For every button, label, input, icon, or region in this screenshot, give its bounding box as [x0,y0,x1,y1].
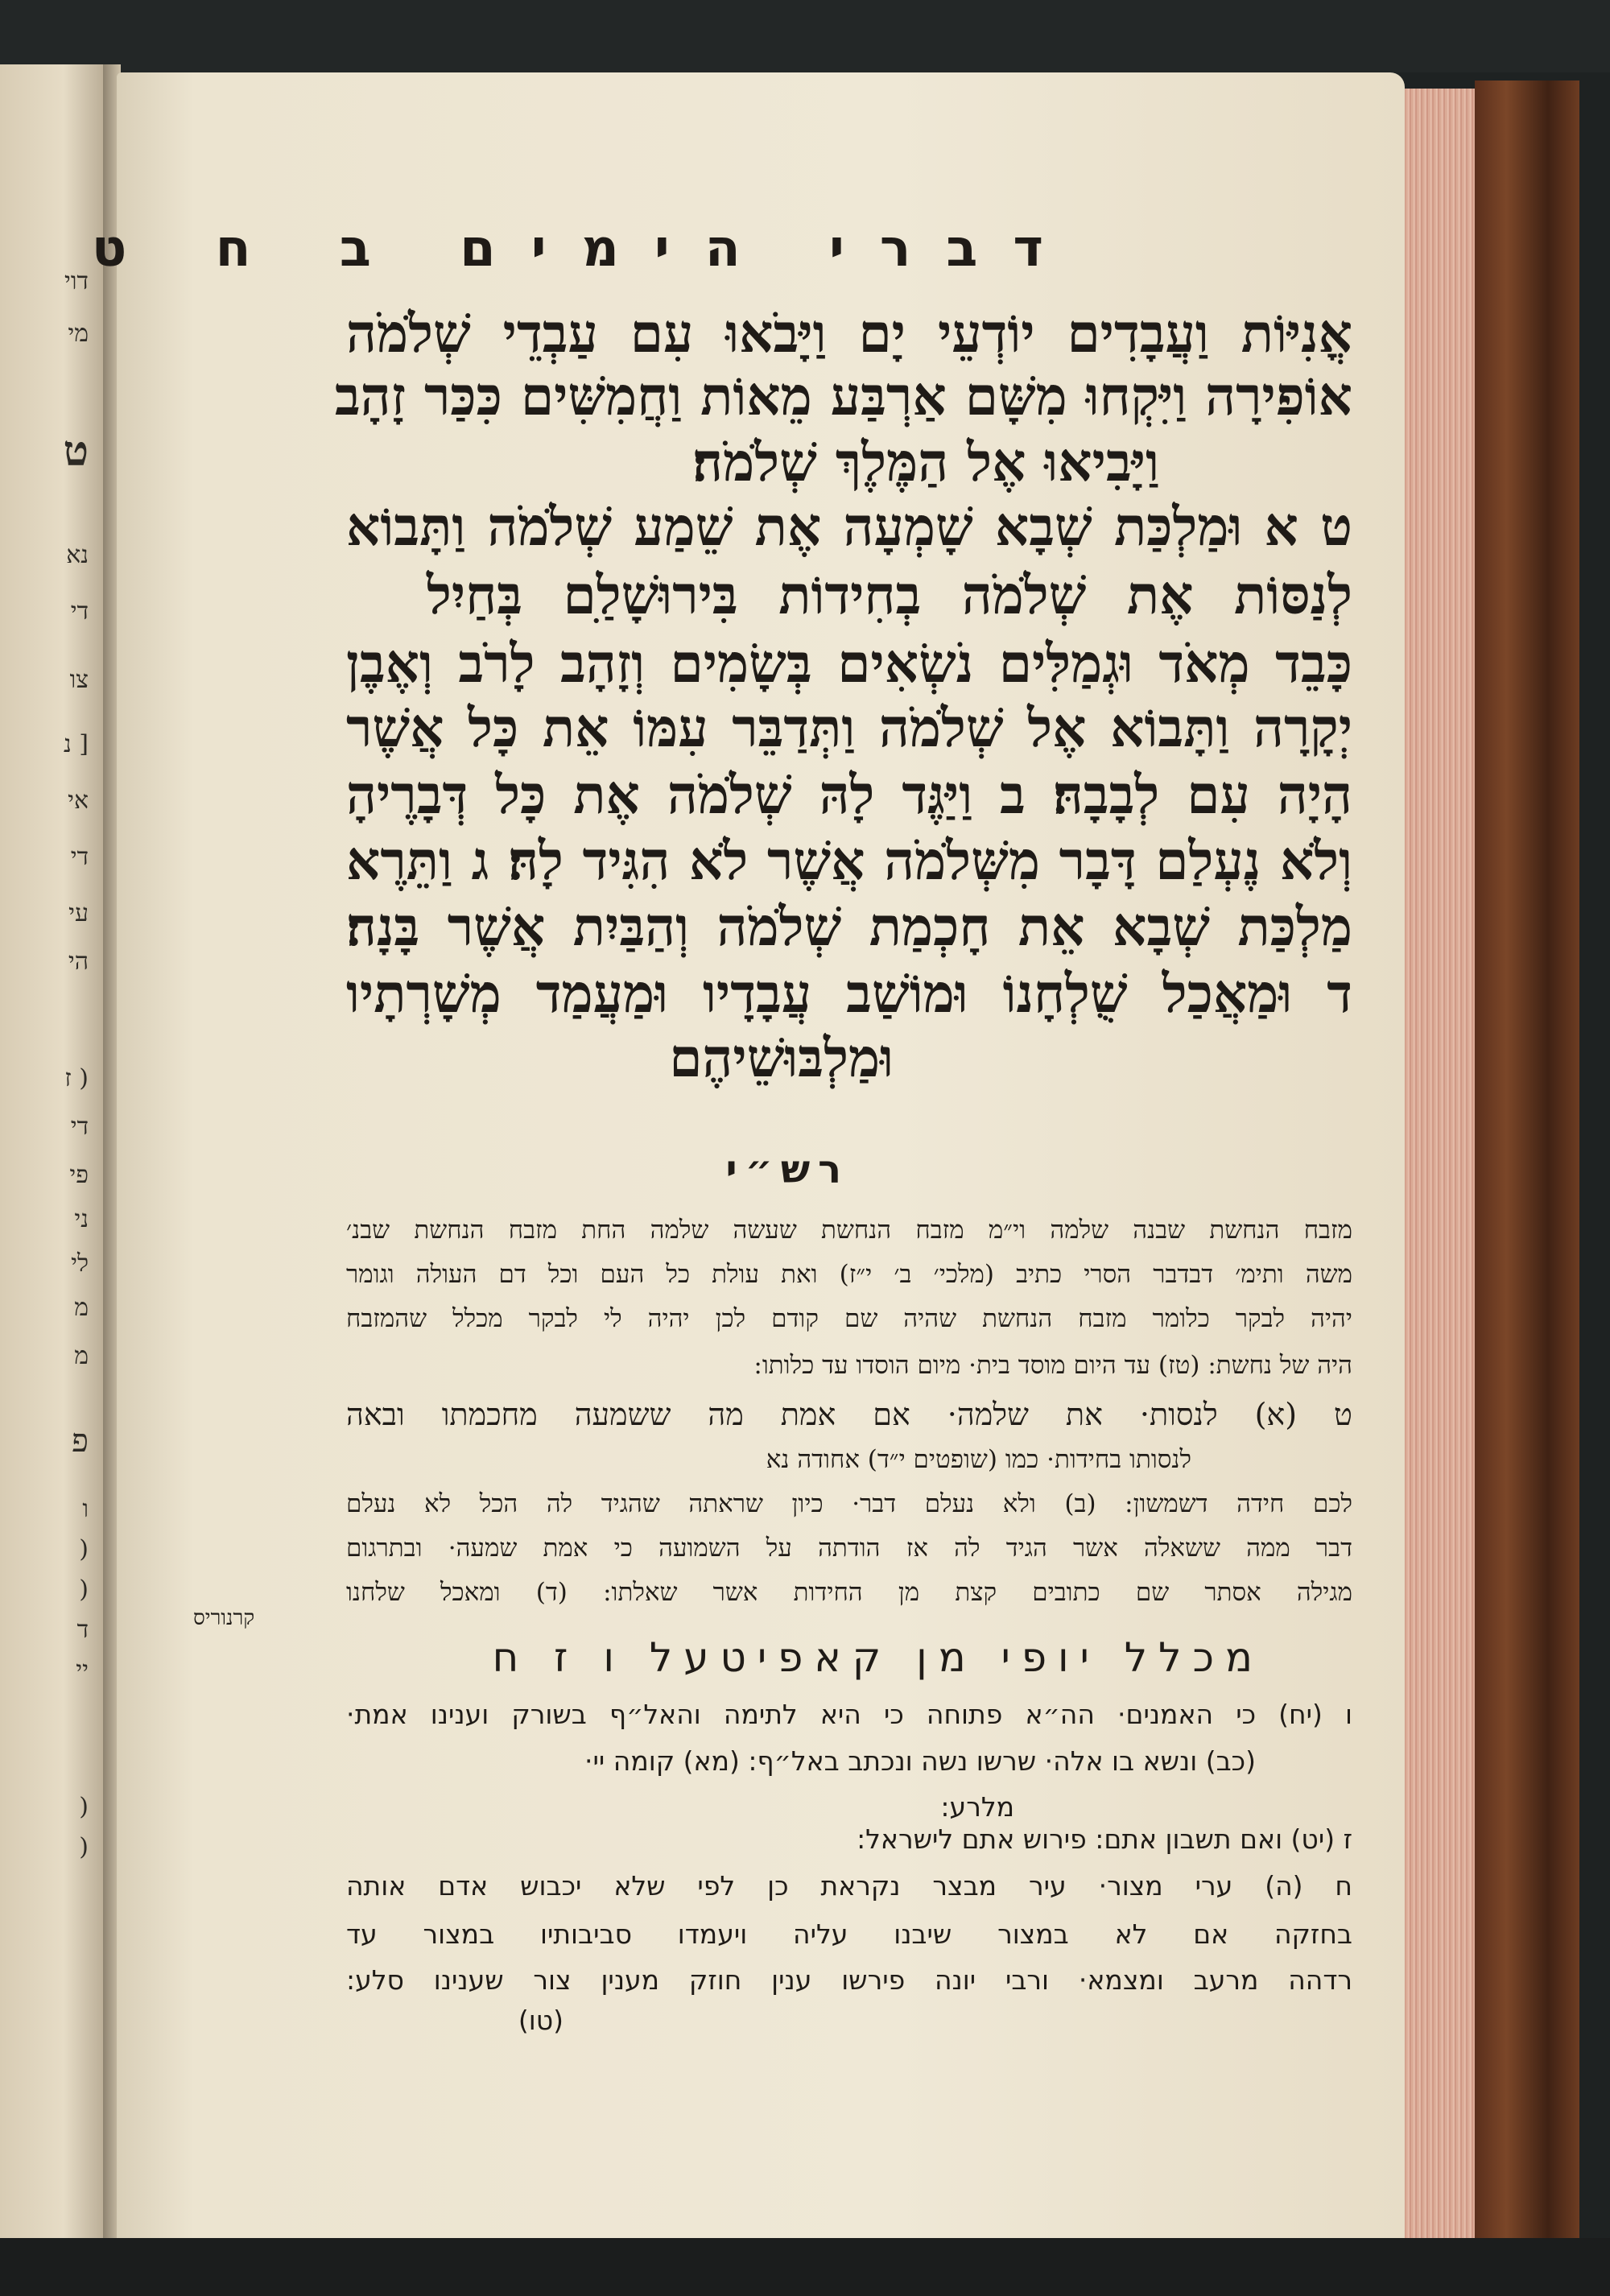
left-fragment: [ נ [64,730,89,758]
rashi-line: יהיה לבקר כלומר מזבח הנחשת שהיה שם קודם לכן יהיה לי לבקר מכלל שהמזבח [346,1304,1352,1333]
rashi-line: לנסותו בחידות· כמו (שופטים י״ד) אחודה נא [766,1445,1191,1474]
left-fragment: הי [68,948,89,976]
left-fragment: ( [79,1793,89,1821]
left-fragment: דוי [64,267,89,295]
catchword: קרנוריס [193,1606,255,1630]
mikhlal-line: בחזקה אם לא במצור שיבנו עליה ויעמדו סביבותיו במצור עד [346,1918,1352,1950]
rashi-line: משה ותימ׳ דבדבר הסרי כתיב (מלכי׳ ב׳ י״ז) ואת עולת כל העם וכל דם העולה וגומר [346,1260,1352,1289]
main-text-line: לְנַסּוֹת אֶת שְׁלֹמֹה בְחִידוֹת בִּירוּשָׁלַ‍ִם בְּחַיִל [427,564,1352,626]
left-fragment: ני [74,1205,89,1233]
mikhlal-line: ו (יח) כי האמנים· הה״א פתוחה כי היא לתימה והאל״ף בשורק וענינו אמת· [346,1699,1352,1730]
running-head: דברי הימים ב ח ט [91,219,1079,279]
left-fragment: די [70,597,89,626]
main-text-line: אוֹפִירָה וַיִּקְחוּ מִשָּׁם אַרְבַּע מֵאוֹת וַחֲמִשִּׁים כִּכַּר זָהָב [334,365,1352,427]
rashi-line: מזבח הנחשת שבנה שלמה וי״מ מזבח הנחשת שעשה שלמה החת מזבח הנחשת שבנ׳ [346,1216,1352,1245]
main-text-line: יְקָרָה וַתָּבוֹא אֶל שְׁלֹמֹה וַתְּדַבֵּר עִמּוֹ אֵת כָּל אֲשֶׁר [346,696,1352,759]
mikhlal-line: ח (ה) ערי מצור· עיר מבצר נקראת כן לפי שלא יכבוש אדם אותה [346,1870,1352,1902]
main-text-line: וְלֹא נֶעְלַם דָּבָר מִשְּׁלֹמֹה אֲשֶׁר לֹא הִגִּיד לָהּ׃ ג וַתֵּרֶא [346,829,1352,892]
left-fragment: ( [79,1575,89,1604]
left-fragment: פי [69,1161,89,1189]
left-fragment: די [70,1113,89,1141]
leather-cover-edge [1475,81,1579,2254]
main-text-line: אֳנִיּוֹת וַעֲבָדִים יוֹדְעֵי יָם וַיָּבֹאוּ עִם עַבְדֵי שְׁלֹמֹה [346,302,1352,365]
left-fragment: ט [63,427,89,476]
rashi-line: היה של נחשת: (טז) עד היום מוסד בית· מיום הוסדו עד כלותו: [753,1351,1352,1380]
book-bottom-shadow [0,2238,1610,2296]
left-fragment: ( ז [64,1064,89,1092]
section-heading: מכלל יופי מן קאפיטעל ו ז ח [492,1634,1264,1681]
left-page-edge [0,64,106,2238]
main-text-line: ט א וּמַלְכַּת שְׁבָא שָׁמְעָה אֶת שֵׁמַע שְׁלֹמֹה וַתָּבוֹא [346,495,1352,558]
left-fragment: עי [68,899,89,927]
rashi-line: ט (א) לנסות· את שלמה· אם אמת מה ששמעה מחכמתו ובאה [346,1397,1352,1432]
rashi-line: לכם חידה דשמשון: (ב) ולא נעלם דבר· כיון שראתה שהגיד לה הכל לא נעלם [346,1489,1352,1518]
left-fragment: צו [69,666,89,694]
left-fragment: מי [68,320,89,348]
left-fragment: אי [68,787,89,815]
left-fragment: מ [74,1294,89,1322]
rashi-heading: רש״י [725,1147,849,1192]
left-fragment: מ [74,1342,89,1370]
left-fragment: ( [79,1833,89,1861]
rashi-line: דבר ממה ששאלה אשר הגיד לה אז הודתה על השמועה כי אמת שמעה· ובתרגום [346,1534,1352,1563]
main-text-line: כָּבֵד מְאֹד וּגְמַלִּים נֹשְׂאִים בְּשָׂמִים וְזָהָב לָרֹב וְאֶבֶן [346,632,1352,695]
main-text-line: ד וּמַאֲכַל שֻׁלְחָנוֹ וּמוֹשַׁב עֲבָדָיו וּמַעֲמַד מְשָׁרְתָיו [346,962,1352,1025]
left-fragment: לי [71,1249,89,1278]
main-text-line: מַלְכַּת שְׁבָא אֵת חָכְמַת שְׁלֹמֹה וְהַבַּיִת אֲשֶׁר בָּנָה׃ [346,895,1352,958]
rashi-line: מגילה אסתר שם כתובים קצת מן החידות אשר שאלתו: (ד) ומאכל שלחנו [346,1578,1352,1607]
mikhlal-line: ז (יט) ואם תשבון אתם: פירוש אתם לישראל: [857,1823,1352,1855]
left-fragment: פ [72,1423,89,1460]
left-fragment: ד [76,1616,89,1644]
main-text-line: וַיָּבִיאוּ אֶל הַמֶּלֶךְ שְׁלֹמֹה׃ [692,431,1159,493]
mikhlal-line: (טו) [518,2005,564,2036]
left-fragment: ו [82,1495,89,1523]
left-fragment: ( [79,1535,89,1563]
left-fragment: יי [76,1656,89,1684]
mikhlal-line: (כב) ונשא בו אלה· שרשו נשה ונכתב באל״ף: (מא) קומה יי· [584,1745,1256,1777]
mikhlal-line: מלרע: [940,1791,1014,1823]
main-text-line: וּמַלְבּוּשֵׁיהֶם [669,1026,894,1089]
main-text-line: הָיָה עִם לְבָבָהּ׃ ב וַיַּגֶּד לָהּ שְׁלֹמֹה אֶת כָּל דְּבָרֶיהָ [346,763,1352,826]
book-cloth-background [0,0,1610,72]
left-fragment: נא [66,541,89,569]
page-fore-edge [1401,89,1475,2238]
left-fragment: די [70,843,89,871]
mikhlal-line: רדהה מרעב ומצמא· ורבי יונה פירשו ענין חוזק מענין צור שענינו סלע: [346,1964,1352,1996]
